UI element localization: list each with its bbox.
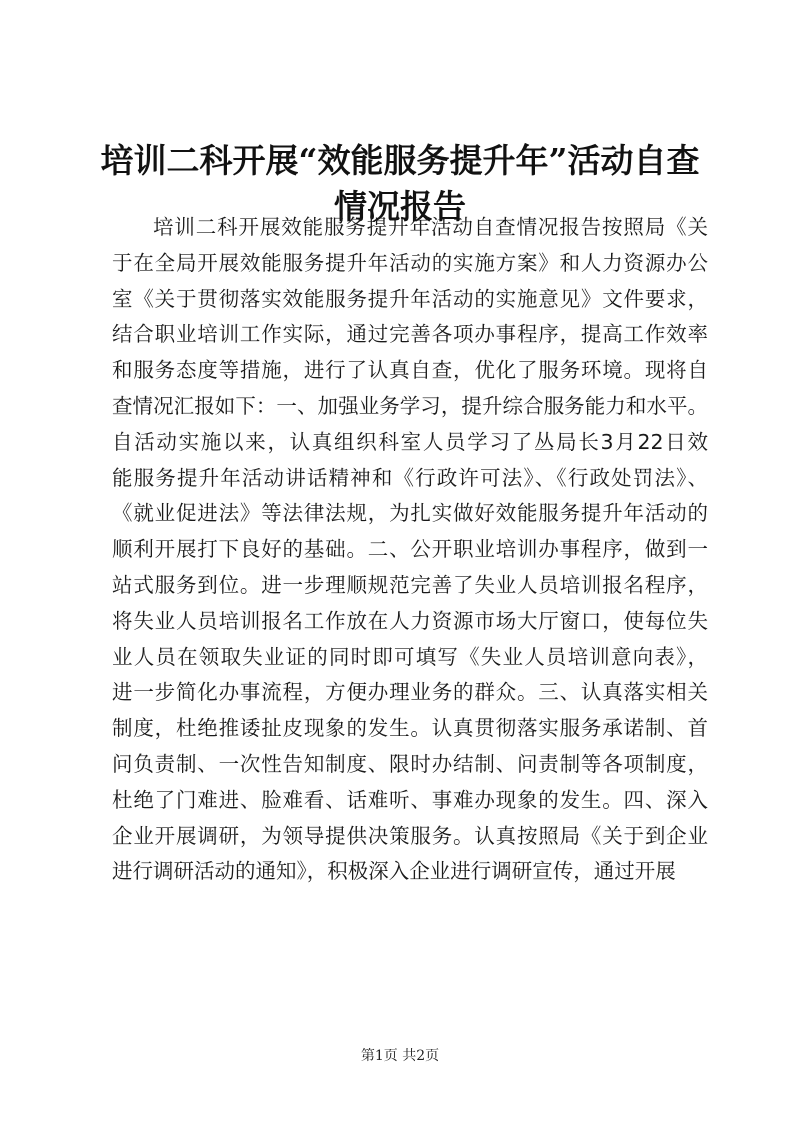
body-line: 进行调研活动的通知》，积极深入企业进行调研宣传，通过开展 — [112, 859, 676, 884]
body-line: 杜绝了门难进、脸难看、话难听、事难办现象的发生。四、深入 — [112, 787, 708, 812]
body-line: 查情况汇报如下：一、加强业务学习，提升综合服务能力和水平。 — [112, 393, 708, 418]
body-line: 《就业促进法》等法律法规，为扎实做好效能服务提升年活动的 — [112, 501, 708, 526]
body-line: 自活动实施以来，认真组织科室人员学习了丛局长3月22日效 — [112, 429, 708, 454]
body-line: 能服务提升年活动讲话精神和《行政许可法》、《行政处罚法》、 — [112, 465, 708, 490]
page-footer: 第1页 共2页 — [360, 1048, 440, 1064]
body-line: 制度，杜绝推诿扯皮现象的发生。认真贯彻落实服务承诺制、首 — [112, 716, 708, 741]
body-line: 站式服务到位。进一步理顺规范完善了失业人员培训报名程序， — [112, 572, 708, 597]
body-line: 培训二科开展效能服务提升年活动自查情况报告按照局《关 — [153, 215, 708, 239]
body-line: 企业开展调研，为领导提供决策服务。认真按照局《关于到企业 — [112, 823, 708, 848]
body-line: 室《关于贯彻落实效能服务提升年活动的实施意见》文件要求， — [112, 286, 708, 311]
document-title: 培训二科开展“效能服务提升年”活动自查情况报告 — [100, 141, 700, 226]
body-line: 顺利开展打下良好的基础。二、公开职业培训办事程序，做到一 — [112, 537, 708, 562]
body-line: 结合职业培训工作实际，通过完善各项办事程序，提高工作效率 — [112, 322, 708, 347]
document-body — [112, 210, 708, 890]
body-line: 将失业人员培训报名工作放在人力资源市场大厅窗口，使每位失 — [112, 608, 708, 633]
body-line: 和服务态度等措施，进行了认真自查，优化了服务环境。现将自 — [112, 358, 708, 383]
body-line: 业人员在领取失业证的同时即可填写《失业人员培训意向表》， — [112, 644, 708, 669]
body-line: 进一步简化办事流程，方便办理业务的群众。三、认真落实相关 — [112, 680, 708, 705]
body-line: 问负责制、一次性告知制度、限时办结制、问责制等各项制度， — [112, 751, 708, 776]
body-line: 于在全局开展效能服务提升年活动的实施方案》和人力资源办公 — [112, 250, 708, 275]
